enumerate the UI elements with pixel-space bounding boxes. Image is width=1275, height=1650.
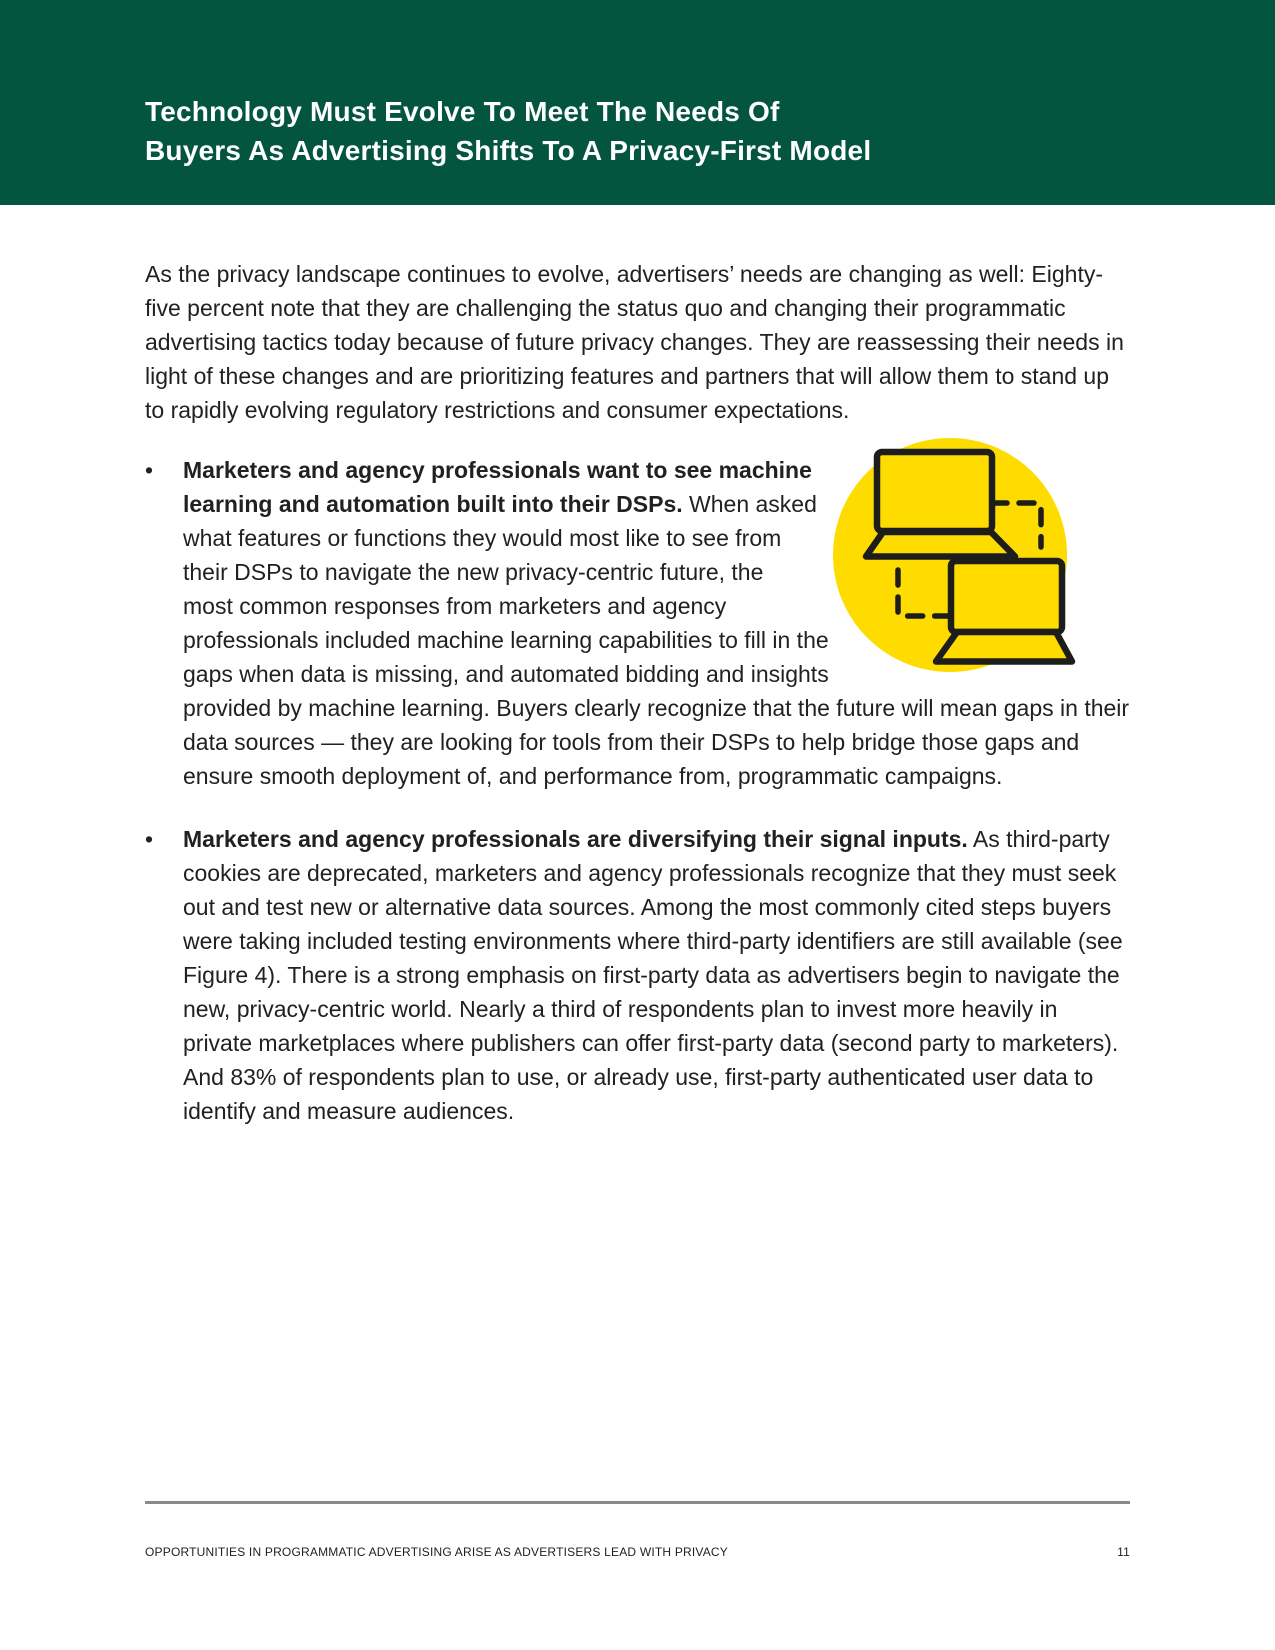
page-header-banner [0,0,1275,205]
laptops-illustration [790,257,1130,687]
two-laptops-connected-icon [825,425,1075,675]
footer-page-number: 11 [1117,1545,1130,1559]
laptop-base-bottom [936,632,1072,662]
laptop-screen-top [877,452,992,531]
bullet-bold-lead: Marketers and agency professionals want to see machine learning and automation built into their DSPs. [183,457,812,517]
page-footer [145,1501,1130,1559]
intro-paragraph: As the privacy landscape continues to evolve, advertisers’ needs are changing as well: Eighty-five percent note that they are challenging the status quo and changing their programmatic advertising tactics today because of future privacy changes. They are reassessing their needs in light of these changes and are prioritizing features and partners that will allow them to stand up to rapidly evolving regulatory restrictions and consumer expectations. [145,261,1124,423]
bullet-bold-lead: Marketers and agency professionals are diversifying their signal inputs. [183,826,968,852]
bullet-marker: • [145,826,154,852]
bullet-body-text: When asked what features or functions they would most like to see from their DSPs to navigate the new privacy-centric future, the most common responses from marketers and agency professionals included machine learning capabilities to fill in the gaps when data is missing, and automated bidding and insights provided by machine learning. Buyers clearly recognize that the future will mean gaps in their data sources — they are looking for tools from their DSPs to help bridge those gaps and ensure smooth deployment of, and performance from, programmatic campaigns. [183,491,1130,789]
page-title-line-1: Technology Must Evolve To Meet The Needs Of [145,96,780,127]
main-content [0,205,1275,1128]
laptop-base-top [866,532,1015,557]
footer-divider [145,1501,1130,1504]
bullet-marker: • [145,457,154,483]
page-title [145,92,1130,170]
page-title-line-2: Buyers As Advertising Shifts To A Privacy-First Model [145,135,872,166]
bullet-body-text: As third-party cookies are deprecated, marketers and agency professionals recognize that they must seek out and test new or alternative data sources. Among the most commonly cited steps buyers were taking included testing environments where third-party identifiers are still available (see Figure 4). There is a strong emphasis on first-party data as advertisers begin to navigate the new, privacy-centric world. Nearly a third of respondents plan to invest more heavily in private marketplaces where publishers can offer first-party data (second party to marketers). And 83% of respondents plan to use, or already use, first-party authenticated user data to identify and measure audiences. [183,826,1123,1124]
laptop-screen-bottom [951,561,1062,632]
footer-running-title: OPPORTUNITIES IN PROGRAMMATIC ADVERTISING ARISE AS ADVERTISERS LEAD WITH PRIVACY [145,1545,729,1559]
bullet-item-signal-inputs [145,822,1130,1128]
